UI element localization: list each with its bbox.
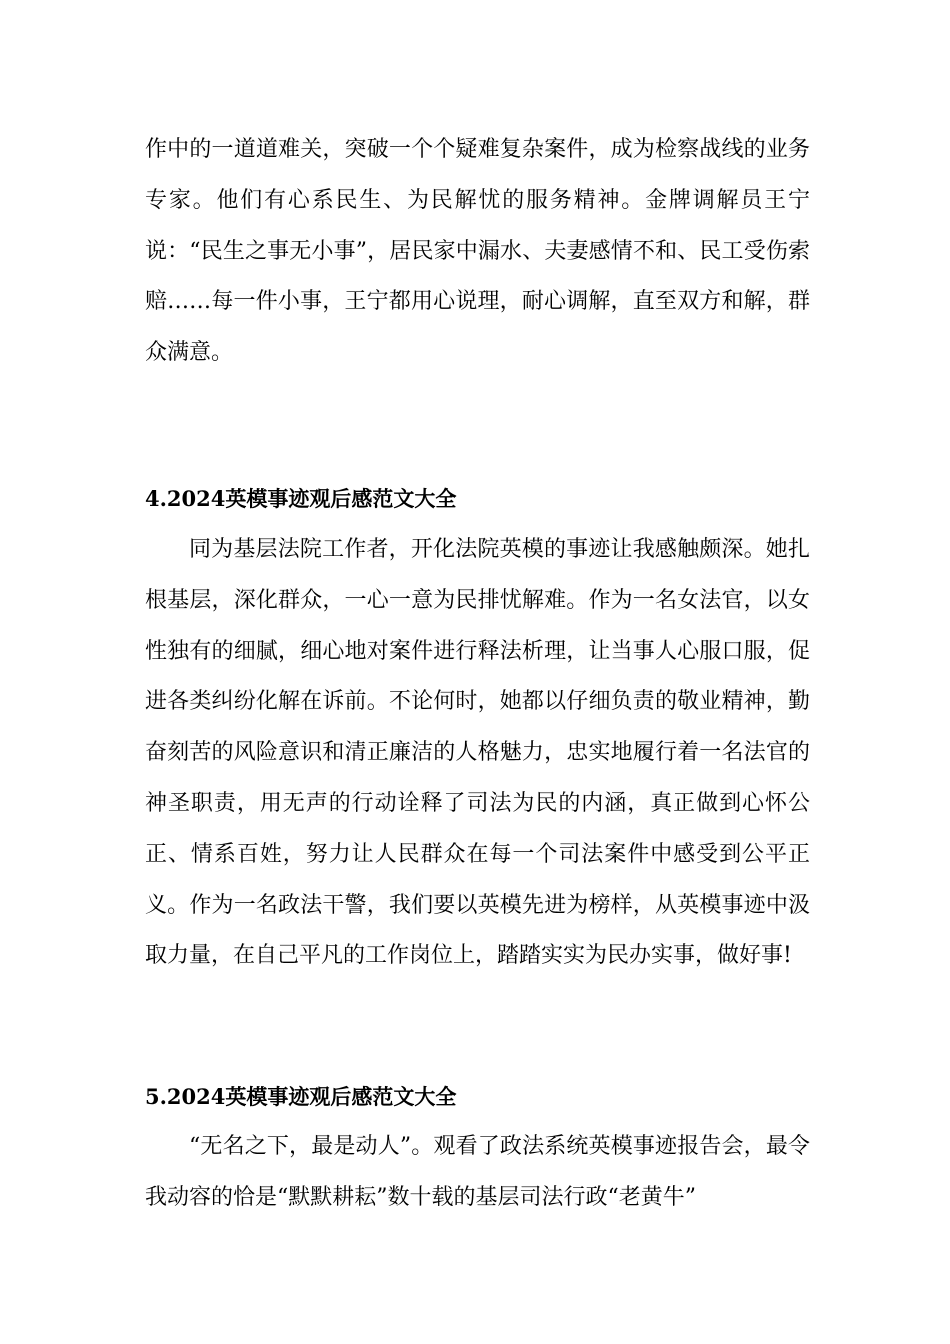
- section-4-paragraph: 同为基层法院工作者，开化法院英模的事迹让我感触颇深。她扎根基层，深化群众，一心一意为民排忧解难。作为一名女法官，以女性独有的细腻，细心地对案件进行释法析理，让当事人心服口服，促进各类纠纷化解在诉前。不论何时，她都以仔细负责的敬业精神，勤奋刻苦的风险意识和清正廉洁的人格魅力，忠实地履行着一名法官的神圣职责，用无声的行动诠释了司法为民的内涵，真正做到心怀公正、情系百姓，努力让人民群众在每一个司法案件中感受到公平正义。作为一名政法干警，我们要以英模先进为榜样，从英模事迹中汲取力量，在自己平凡的工作岗位上，踏踏实实为民办实事，做好事!: [145, 537, 810, 969]
- continued-paragraph: 作中的一道道难关，突破一个个疑难复杂案件，成为检察战线的业务专家。他们有心系民生、为民解忧的服务精神。金牌调解员王宁说：“民生之事无小事”，居民家中漏水、夫妻感情不和、民工受伤索赔……每一件小事，王宁都用心说理，耐心调解，直至双方和解，群众满意。: [145, 137, 810, 366]
- section-5-paragraph: “无名之下，最是动人”。观看了政法系统英模事迹报告会，最令我动容的恰是“默默耕耘”数十载的基层司法行政“老黄牛”: [145, 1134, 810, 1210]
- section-5-heading: 5.2024英模事迹观后感范文大全: [145, 1084, 457, 1109]
- section-4-heading: 4.2024英模事迹观后感范文大全: [145, 486, 457, 511]
- section-5-body: [145, 1122, 810, 1224]
- continued-paragraph-block: [145, 125, 810, 379]
- section-4-body: [145, 525, 810, 982]
